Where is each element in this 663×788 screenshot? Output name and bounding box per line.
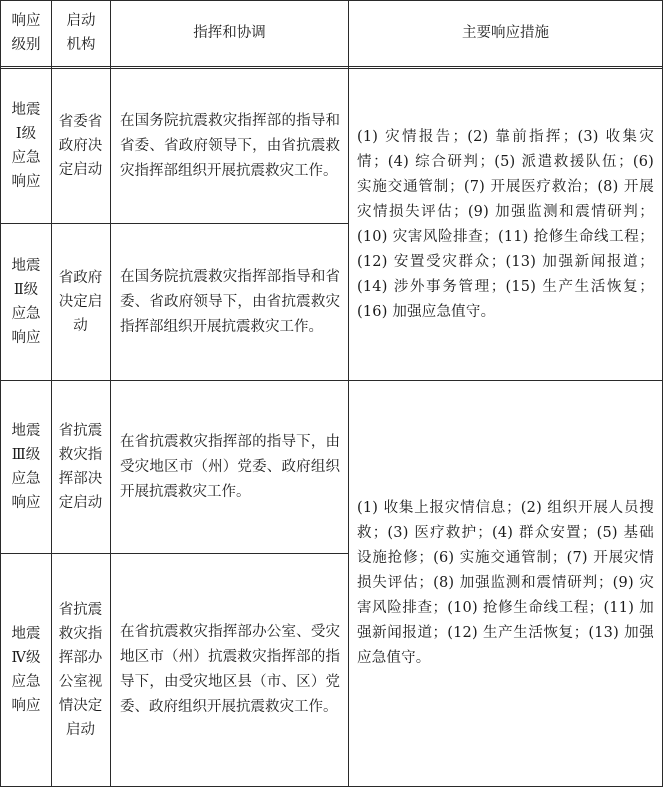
- row4-level-text: 地震Ⅳ级应急响应: [11, 626, 41, 714]
- header-measures-text: 主要响应措施: [462, 25, 549, 41]
- row1-command-text: 在国务院抗震救灾指挥部的指导和省委、省政府领导下，由省抗震救灾指挥部组织开展抗震救灾工作。: [120, 112, 340, 179]
- header-command-text: 指挥和协调: [193, 25, 266, 41]
- measures-levels-3-4-text: (1) 收集上报灾情信息；(2) 组织开展人员搜救；(3) 医疗救护；(4) 群众安置；(5) 基础设施抢修；(6) 实施交通管制；(7) 开展灾情损失评估；(8) 加强监测和震情研判；(9) 灾害风险排查；(10) 抢修生命线工程；(11) 加强新闻报道；(12) 生产生活恢复；(13) 加强应急值守。: [357, 500, 654, 666]
- row4-command-text: 在省抗震救灾指挥部办公室、受灾地区市（州）抗震救灾指挥部的指导下，由受灾地区县（市、区）党委、政府组织开展抗震救灾工作。: [120, 624, 340, 715]
- row2-organ: [58, 224, 103, 380]
- row1-level: [7, 69, 45, 223]
- row4-organ-text: 省抗震救灾指挥部办公室视情决定启动: [58, 602, 103, 738]
- row2-command: [111, 224, 348, 380]
- header-organ: [60, 9, 102, 57]
- row3-organ-text: 省抗震救灾指挥部决定启动: [58, 423, 103, 511]
- row1-organ-text: 省委省政府决定启动: [58, 114, 103, 178]
- header-level-text: 响应级别: [11, 13, 41, 53]
- row4-organ: [57, 554, 104, 786]
- row3-command-text: 在省抗震救灾指挥部的指导下，由受灾地区市（州）党委、政府组织开展抗震救灾工作。: [120, 433, 340, 500]
- row3-level-text: 地震Ⅲ级应急响应: [11, 423, 41, 511]
- header-level: [6, 9, 46, 57]
- row1-command: [111, 69, 348, 223]
- row1-level-text: 地震Ⅰ级应急响应: [11, 102, 41, 190]
- header-measures: [349, 0, 662, 66]
- row2-organ-text: 省政府决定启动: [58, 270, 103, 334]
- measures-levels-1-2-text: (1) 灾情报告；(2) 靠前指挥；(3) 收集灾情；(4) 综合研判；(5) 派遣救援队伍；(6) 实施交通管制；(7) 开展医疗救治；(8) 开展灾情损失评估；(9) 加强监测和震情研判；(10) 灾害风险排查；(11) 抢修生命线工程；(12) 安置受灾群众；(13) 加强新闻报道；(14) 涉外事务管理；(15) 生产生活恢复；(16) 加强应急值守。: [357, 128, 654, 320]
- rule-header-bottom-a: [0, 66, 663, 67]
- header-organ-text: 启动机构: [66, 13, 96, 53]
- row2-level-text: 地震Ⅱ级应急响应: [11, 258, 41, 346]
- row4-level: [7, 554, 45, 786]
- row4-command: [111, 554, 348, 786]
- header-command: [111, 0, 348, 66]
- row2-level: [7, 224, 45, 380]
- measures-levels-3-4: [349, 381, 662, 786]
- row2-command-text: 在国务院抗震救灾指挥部指导和省委、省政府领导下，由省抗震救灾指挥部组织开展抗震救灾工作。: [120, 268, 340, 335]
- row3-command: [111, 381, 348, 553]
- rule-bottom: [0, 786, 663, 787]
- rule-left: [0, 0, 1, 787]
- row3-organ: [57, 381, 104, 553]
- rule-col1: [51, 0, 52, 787]
- measures-levels-1-2: [349, 69, 662, 380]
- row3-level: [7, 381, 45, 553]
- row1-organ: [58, 69, 103, 223]
